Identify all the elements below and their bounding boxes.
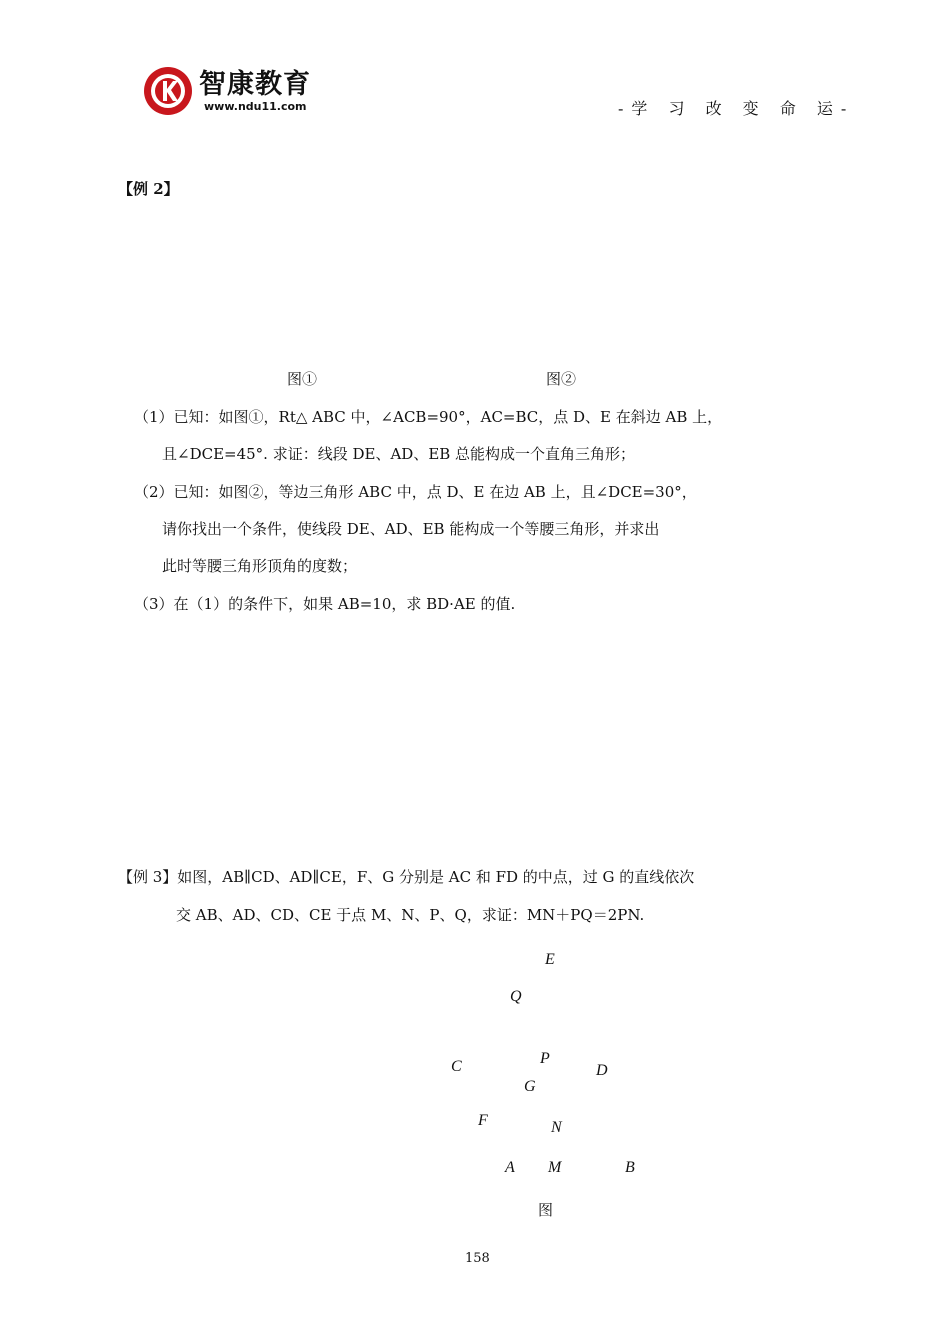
point-label-Q: Q (510, 988, 522, 1005)
example2-line-4: 请你找出一个条件，使线段 DE、AD、EB 能构成一个等腰三角形，并求出 (162, 520, 660, 538)
point-label-D: D (596, 1062, 608, 1079)
logo-name: 智康教育 (199, 69, 311, 100)
point-label-M: M (548, 1159, 562, 1176)
point-label-A: A (505, 1159, 515, 1176)
point-label-P: P (540, 1050, 550, 1067)
point-label-F: F (478, 1112, 488, 1129)
example2-title: 【例 2】 (118, 180, 179, 198)
example2-line-3: （2）已知：如图②，等边三角形 ABC 中，点 D、E 在边 AB 上，且∠DCE=30°， (134, 483, 697, 501)
figure-caption: 图 (538, 1201, 554, 1219)
point-label-B: B (625, 1159, 635, 1176)
example3-line-2: 交 AB、AD、CD、CE 于点 M、N、P、Q，求证：MN＋PQ＝2PN. (176, 906, 645, 924)
example2-line-2: 且∠DCE=45°. 求证：线段 DE、AD、EB 总能构成一个直角三角形； (162, 445, 636, 463)
point-label-E: E (545, 951, 555, 968)
example2-line-1: （1）已知：如图①，Rt△ ABC 中，∠ACB=90°，AC=BC，点 D、E 在斜边 AB 上， (134, 408, 723, 426)
slogan: -学 习 改 变 命 运- (618, 99, 855, 118)
example2-line-6: （3）在（1）的条件下，如果 AB=10，求 BD·AE 的值. (134, 595, 516, 613)
point-label-C: C (451, 1058, 462, 1075)
point-label-G: G (524, 1078, 536, 1095)
example2-line-5: 此时等腰三角形顶角的度数； (162, 557, 358, 575)
figure1-caption: 图① (287, 370, 318, 388)
logo-url: www.ndu11.com (204, 100, 307, 113)
example3-line-1: 【例 3】如图，AB∥CD、AD∥CE，F、G 分别是 AC 和 FD 的中点，过 G 的直线依次 (118, 868, 695, 886)
page-number: 158 (465, 1251, 490, 1266)
point-label-N: N (551, 1119, 562, 1136)
figure2-caption: 图② (546, 370, 577, 388)
logo-icon (143, 66, 193, 116)
